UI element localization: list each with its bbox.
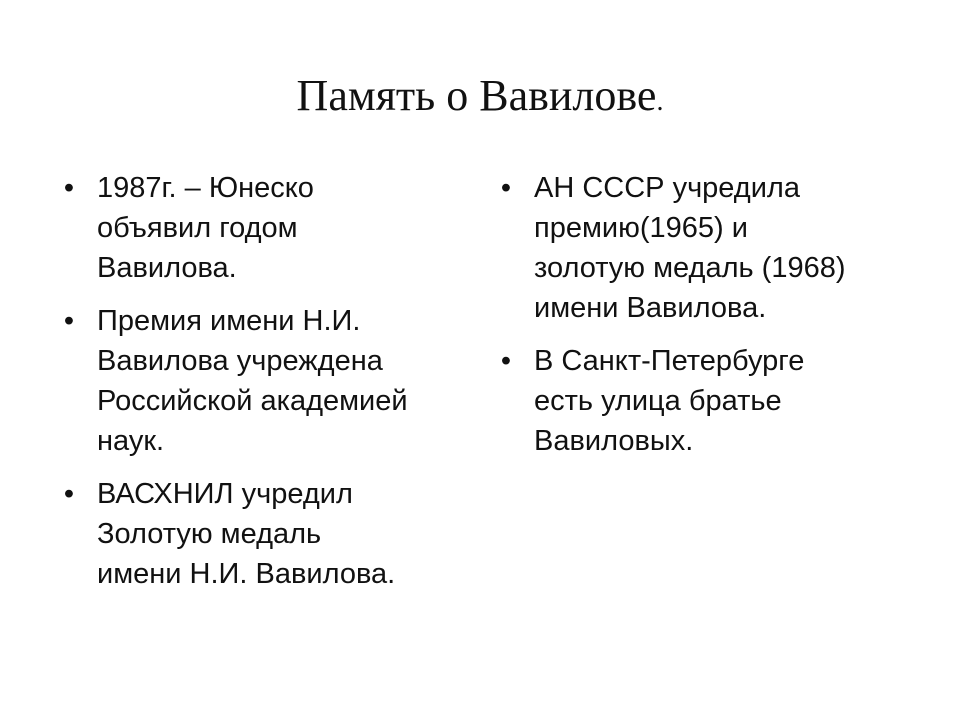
bullet-line: Премия имени Н.И. [97, 305, 361, 337]
bullet-line: Вавилова учреждена [97, 345, 383, 377]
slide-title [0, 66, 960, 126]
bullet-line: Вавиловых. [534, 425, 694, 457]
bullet-icon: • [500, 345, 512, 377]
slide-title-dot: . [656, 86, 664, 117]
bullet-icon: • [63, 305, 75, 337]
bullet-item-ussr-academy [492, 168, 922, 328]
slide-title-text: Память о Вавилове [296, 71, 657, 120]
bullet-line: объявил годом [97, 212, 298, 244]
bullet-icon: • [63, 172, 75, 204]
left-bullet-list [55, 168, 475, 607]
bullet-line: Золотую медаль [97, 518, 322, 550]
bullet-line: имени Вавилова. [534, 292, 767, 324]
bullet-item-vaskhnil-medal [55, 474, 475, 594]
bullet-line: Вавилова. [97, 252, 237, 284]
bullet-line: В Санкт-Петербурге [534, 345, 805, 377]
right-bullet-list [492, 168, 922, 474]
bullet-line: имени Н.И. Вавилова. [97, 558, 396, 590]
bullet-line: ВАСХНИЛ учредил [97, 478, 353, 510]
bullet-line: 1987г. – Юнеско [97, 172, 314, 204]
bullet-item-ras-prize [55, 301, 475, 461]
bullet-item-st-petersburg-street [492, 341, 922, 461]
bullet-icon: • [500, 172, 512, 204]
bullet-line: есть улица братье [534, 385, 782, 417]
bullet-item-unesco-1987 [55, 168, 475, 288]
bullet-icon: • [63, 478, 75, 510]
bullet-line: Российской академией [97, 385, 408, 417]
bullet-line: золотую медаль (1968) [534, 252, 846, 284]
bullet-line: АН СССР учредила [534, 172, 800, 204]
bullet-line: премию(1965) и [534, 212, 748, 244]
bullet-line: наук. [97, 425, 165, 457]
